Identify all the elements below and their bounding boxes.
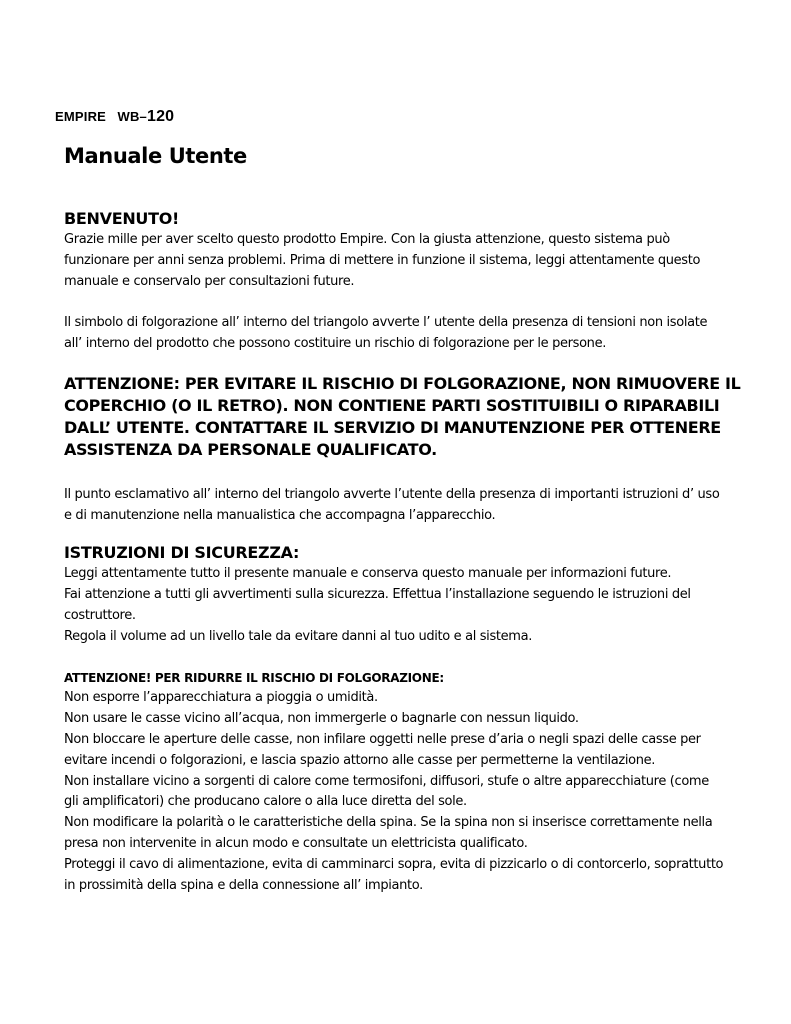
exclamation-paragraph (64, 485, 754, 527)
warning-line: ATTENZIONE: PER EVITARE IL RISCHIO DI FOLGORAZIONE, NON RIMUOVERE IL (64, 373, 741, 393)
text-line: Regola il volume ad un livello tale da evitare danni al tuo udito e al sistema. (64, 628, 532, 644)
text-line: Non installare vicino a sorgenti di calore come termosifoni, diffusori, stufe o altre apparecchiature (come (64, 773, 709, 789)
text-line: Non esporre l’apparecchiatura a pioggia o umidità. (64, 690, 378, 706)
text-line: Non modificare la polarità o le caratteristiche della spina. Se la spina non si inserisce correttamente nella (64, 815, 713, 831)
text-line: Leggi attentamente tutto il presente manuale e conserva questo manuale per informazioni future. (64, 566, 672, 582)
shock-heading: ATTENZIONE! PER RIDURRE IL RISCHIO DI FOLGORAZIONE: (64, 670, 444, 685)
text-line: Fai attenzione a tutti gli avvertimenti sulla sicurezza. Effettua l’installazione seguendo le istruzioni del (64, 587, 691, 603)
text-line: in prossimità della spina e della connessione all’ impianto. (64, 877, 423, 893)
brand-name: EMPIRE (55, 109, 107, 124)
shock-paragraph (64, 688, 754, 896)
warning-block (64, 373, 754, 461)
text-line: gli amplificatori) che producano calore o alla luce diretta del sole. (64, 794, 467, 810)
safety-paragraph (64, 564, 754, 647)
model-number: 120 (146, 108, 175, 125)
text-line: manuale e conservalo per consultazioni future. (64, 273, 355, 289)
text-line: Non usare le casse vicino all’acqua, non immergerle o bagnarle con nessun liquido. (64, 711, 579, 727)
warning-line: DALL’ UTENTE. CONTATTARE IL SERVIZIO DI MANUTENZIONE PER OTTENERE (64, 417, 721, 437)
text-line: e di manutenzione nella manualistica che accompagna l’apparecchio. (64, 507, 496, 523)
text-line: costruttore. (64, 607, 136, 623)
text-line: Proteggi il cavo di alimentazione, evita di camminarci sopra, evita di pizzicarlo o di contorcerlo, soprattutto (64, 856, 724, 872)
text-line: Il simbolo di folgorazione all’ interno del triangolo avverte l’ utente della presenza di tensioni non isolate (64, 315, 708, 331)
welcome-heading: BENVENUTO! (64, 209, 180, 228)
model-prefix: WB (117, 109, 140, 124)
model-label (55, 108, 174, 126)
warning-line: ASSISTENZA DA PERSONALE QUALIFICATO. (64, 439, 437, 459)
text-line: all’ interno del prodotto che possono costituire un rischio di folgorazione per le persone. (64, 335, 607, 351)
document-body (64, 208, 754, 896)
safety-heading: ISTRUZIONI DI SICUREZZA: (64, 543, 300, 563)
model-dash: – (139, 109, 147, 124)
welcome-paragraph (64, 230, 754, 292)
warning-line: COPERCHIO (O IL RETRO). NON CONTIENE PARTI SOSTITUIBILI O RIPARABILI (64, 395, 720, 415)
text-line: Grazie mille per aver scelto questo prodotto Empire. Con la giusta attenzione, questo sistema può (64, 232, 670, 247)
text-line: funzionare per anni senza problemi. Prima di mettere in funzione il sistema, leggi attentamente questo (64, 252, 701, 268)
text-line: presa non intervenite in alcun modo e consultate un elettricista qualificato. (64, 835, 528, 851)
text-line: evitare incendi o folgorazioni, e lascia spazio attorno alle casse per permetterne la ventilazione. (64, 752, 656, 768)
text-line: Il punto esclamativo all’ interno del triangolo avverte l’utente della presenza di importanti istruzioni d’ uso (64, 486, 720, 502)
shock-symbol-paragraph (64, 313, 754, 355)
text-line: Non bloccare le aperture delle casse, non infilare oggetti nelle prese d’aria o negli spazi delle casse per (64, 731, 701, 747)
document-title: Manuale Utente (64, 144, 247, 168)
